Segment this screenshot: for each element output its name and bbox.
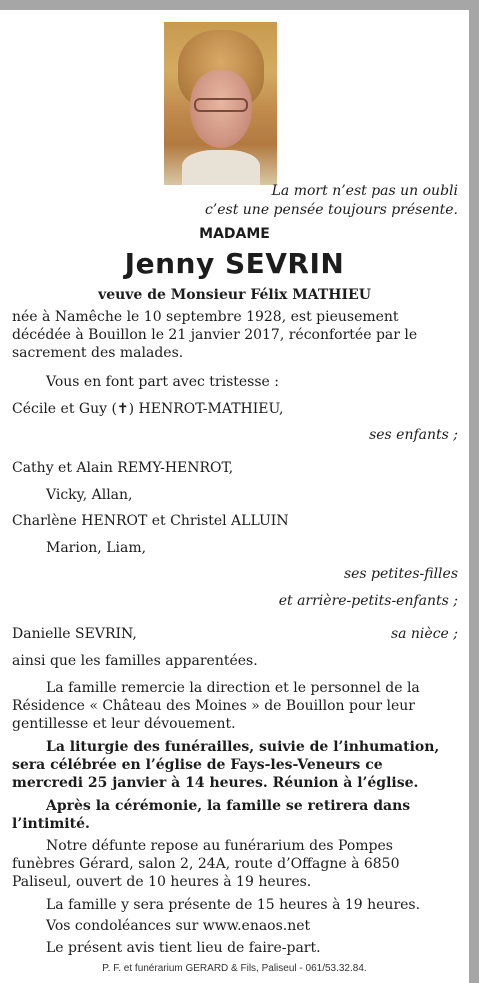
children-names: Cécile et Guy (✝) HENROT-MATHIEU, — [12, 401, 284, 417]
grandchildren-role: ses petites-filles — [343, 566, 458, 582]
obituary-card — [0, 10, 469, 983]
great-grandchildren-1: Vicky, Allan, — [46, 487, 133, 503]
great-grandchildren-role: et arrière-petits-enfants ; — [278, 593, 458, 609]
intro-paragraph: née à Namêche le 10 septembre 1928, est pieusement décédée à Bouillon le 21 janvier 2017, réconfortée par le sacrement des malades. — [12, 309, 418, 361]
notice-line: Le présent avis tient lieu de faire-part. — [46, 940, 321, 956]
quote-line-1: La mort n’est pas un oubli — [271, 183, 458, 199]
children-role: ses enfants ; — [369, 427, 458, 443]
title-madame: MADAME — [199, 226, 270, 242]
extended-family: ainsi que les familles apparentées. — [12, 653, 258, 669]
niece-name: Danielle SEVRIN, — [12, 626, 137, 642]
rest-paragraph: Notre défunte repose au funérarium des Pompes funèbres Gérard, salon 2, 24A, route d’Offagne à 6850 Paliseul, ouvert de 10 heures à 19 heures. — [12, 838, 400, 890]
funeral-paragraph: La liturgie des funérailles, suivie de l’inhumation, sera célébrée en l’église de Fays-les-Veneurs ce mercredi 25 janvier à 14 heures. Réunion à l’église. — [12, 739, 440, 791]
deceased-name: Jenny SEVRIN — [124, 247, 345, 280]
condolences-line: Vos condoléances sur www.enaos.net — [46, 918, 311, 934]
funeral-home-footer: P. F. et funérarium GERARD & Fils, Paliseul - 061/53.32.84. — [102, 963, 367, 974]
after-ceremony-paragraph: Après la cérémonie, la famille se retirera dans l’intimité. — [12, 798, 411, 832]
portrait-photo — [164, 22, 277, 185]
quote-line-2: c’est une pensée toujours présente. — [204, 202, 458, 218]
grandchild-1: Cathy et Alain REMY-HENROT, — [12, 460, 234, 476]
presence-line: La famille y sera présente de 15 heures à 19 heures. — [46, 897, 421, 913]
thanks-paragraph: La famille remercie la direction et le personnel de la Résidence « Château des Moines » de Bouillon pour leur gentillesse et leur dévouement. — [12, 680, 420, 732]
spouse-line: veuve de Monsieur Félix MATHIEU — [98, 287, 371, 303]
niece-role: sa nièce ; — [390, 626, 458, 642]
announce-line: Vous en font part avec tristesse : — [46, 374, 279, 390]
great-grandchildren-2: Marion, Liam, — [46, 540, 147, 556]
grandchild-2: Charlène HENROT et Christel ALLUIN — [12, 513, 289, 529]
